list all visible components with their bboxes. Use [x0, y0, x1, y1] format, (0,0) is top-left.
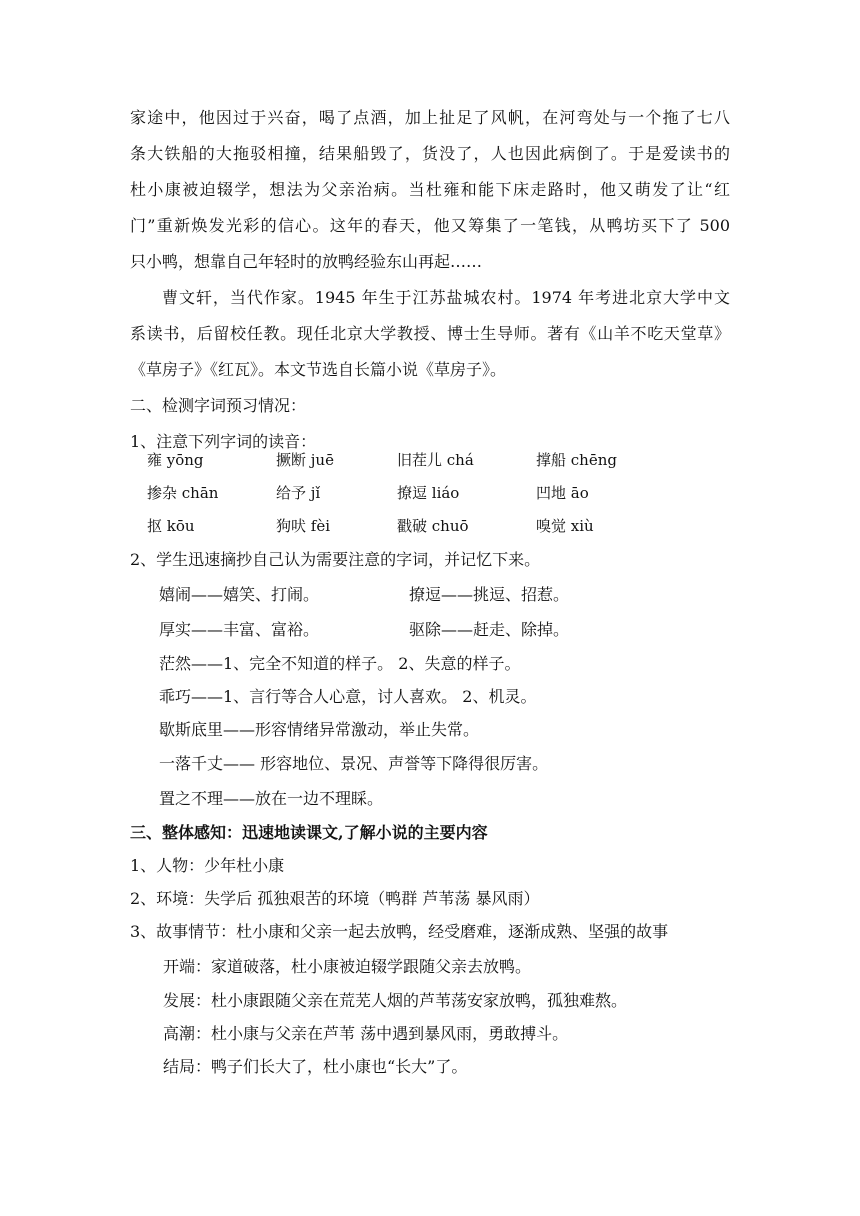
pinyin-item: 戳破 chuō [397, 517, 469, 535]
pinyin-item: 掺杂 chān [147, 484, 219, 502]
pinyin-item: 撩逗 liáo [397, 484, 460, 502]
paragraph-line: 杜小康被迫辍学，想法为父亲治病。当杜雍和能下床走路时，他又萌发了让“红 [130, 180, 730, 199]
pinyin-item: 雍 yōng [147, 451, 204, 469]
vocab-item: 嬉闹——嬉笑、打闹。 [159, 585, 320, 604]
pinyin-item: 撑船 chēng [536, 451, 617, 469]
vocab-item: 驱除——赶走、除掉。 [409, 620, 570, 639]
paragraph-line: 条大铁船的大拖驳相撞，结果船毁了，货没了，人也因此病倒了。于是爱读书的 [130, 144, 730, 163]
plot-line: 开端：家道破落，杜小康被迫辍学跟随父亲去放鸭。 [163, 957, 532, 976]
vocab-line: 一落千丈—— 形容地位、景况、声誉等下降得很厉害。 [159, 754, 549, 773]
paragraph-line: 门”重新焕发光彩的信心。这年的春天，他又筹集了一笔钱，从鸭坊买下了 500 [130, 216, 730, 235]
vocab-line: 茫然——1、完全不知道的样子。 2、失意的样子。 [159, 654, 521, 673]
pinyin-item: 旧茬儿 chá [397, 451, 474, 469]
vocab-line: 乖巧——1、言行等合人心意，讨人喜欢。 2、机灵。 [159, 687, 537, 706]
pinyin-item: 给予 jǐ [276, 484, 321, 502]
paragraph-line: 家途中，他因过于兴奋，喝了点酒，加上扯足了风帆，在河弯处与一个拖了七八 [130, 108, 730, 127]
plot-line: 发展：杜小康跟随父亲在荒芜人烟的芦苇荡安家放鸭，孤独难熬。 [163, 991, 628, 1010]
section-heading: 二、检测字词预习情况： [130, 396, 307, 415]
author-intro-line: 曹文轩，当代作家。1945 年生于江苏盐城农村。1974 年考进北京大学中文 [162, 288, 730, 307]
pinyin-item: 抠 kōu [147, 517, 195, 535]
section-heading: 三、整体感知：迅速地读课文,了解小说的主要内容 [130, 823, 488, 842]
pinyin-item: 狗吠 fèi [276, 517, 330, 535]
author-intro-line: 《草房子》《红瓦》。本文节选自长篇小说《草房子》。 [130, 360, 507, 379]
section-item: 1、人物：少年杜小康 [130, 856, 285, 875]
vocab-line: 置之不理——放在一边不理睬。 [159, 789, 384, 808]
section-item: 2、环境：失学后 孤独艰苦的环境（鸭群 芦苇荡 暴风雨） [130, 889, 540, 908]
vocab-item: 厚实——丰富、富裕。 [159, 620, 320, 639]
section-item: 3、故事情节：杜小康和父亲一起去放鸭，经受磨难，逐渐成熟、坚强的故事 [130, 922, 669, 941]
plot-line: 结局：鸭子们长大了，杜小康也“长大”了。 [163, 1057, 468, 1076]
paragraph-line: 只小鸭，想靠自己年轻时的放鸭经验东山再起…… [130, 252, 483, 271]
pinyin-item: 凹地 āo [536, 484, 589, 502]
subsection-heading: 2、学生迅速摘抄自己认为需要注意的字词，并记忆下来。 [130, 550, 541, 569]
vocab-item: 撩逗——挑逗、招惹。 [409, 585, 570, 604]
subsection-heading: 1、注意下列字词的读音： [130, 432, 317, 451]
pinyin-item: 嗅觉 xiù [536, 517, 594, 535]
pinyin-item: 撅断 juē [276, 451, 334, 469]
vocab-line: 歇斯底里——形容情绪异常激动，举止失常。 [159, 720, 480, 739]
author-intro-line: 系读书，后留校任教。现任北京大学教授、博士生导师。著有《山羊不吃天堂草》 [130, 324, 730, 343]
plot-line: 高潮：杜小康与父亲在芦苇 荡中遇到暴风雨，勇敢搏斗。 [163, 1024, 569, 1043]
